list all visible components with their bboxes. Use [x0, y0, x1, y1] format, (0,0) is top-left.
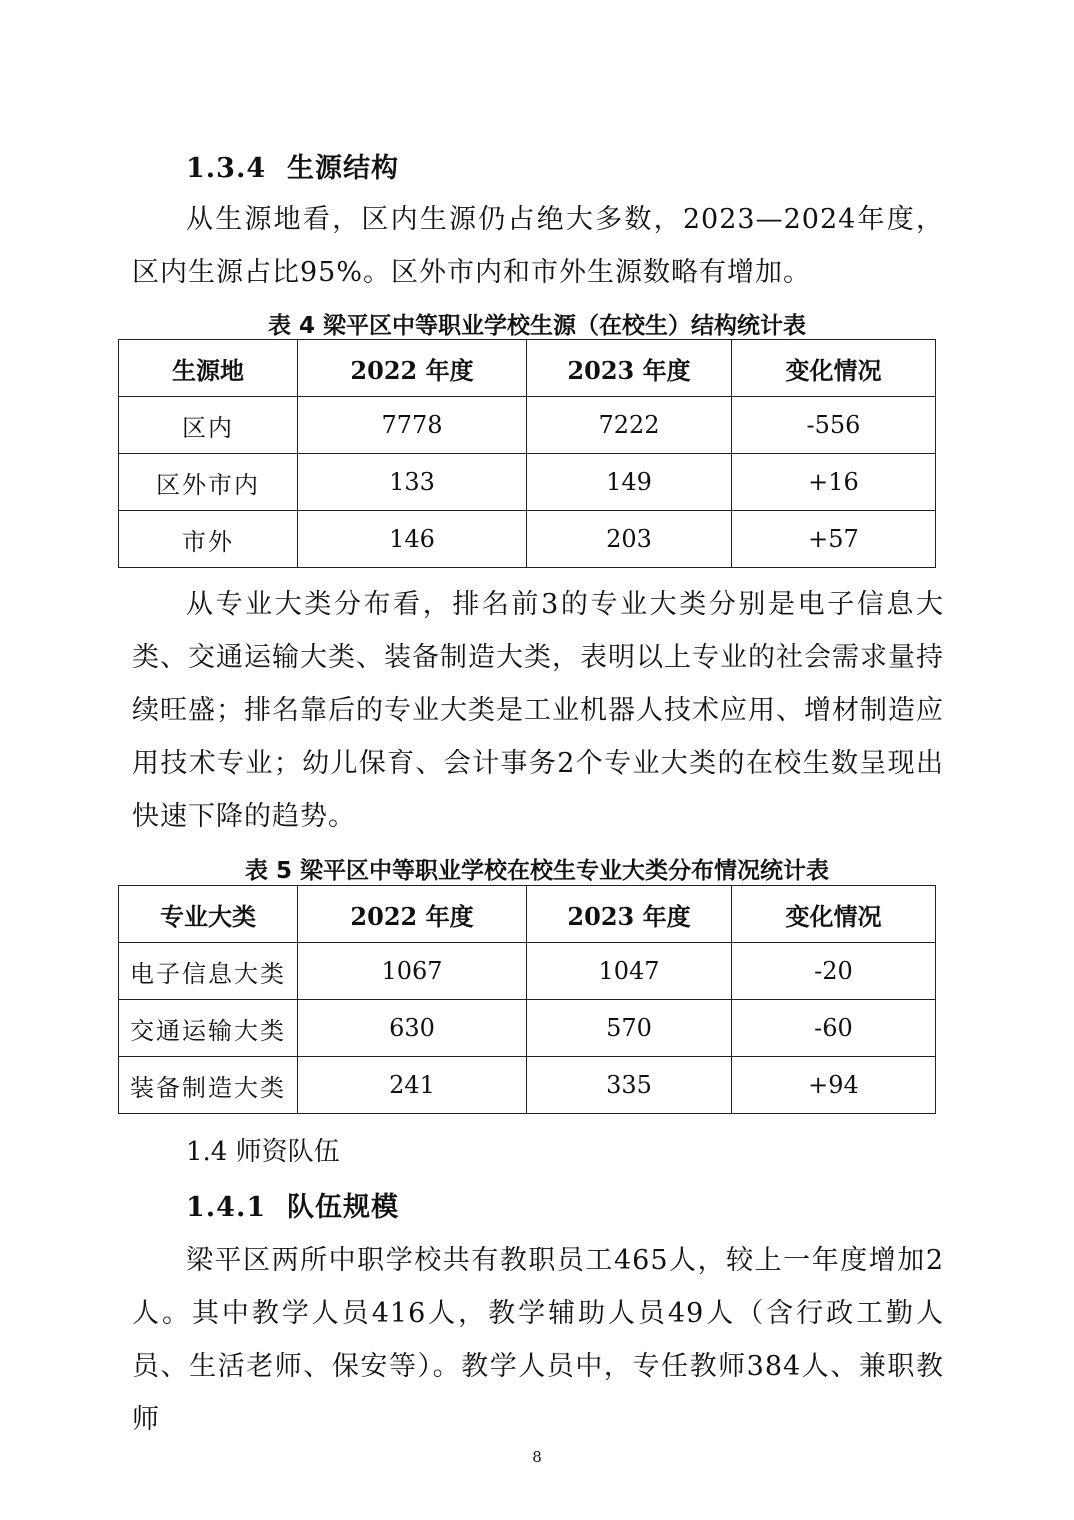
- table-row: [119, 1057, 936, 1114]
- table-cell: 装备制造大类: [119, 1057, 298, 1114]
- table-header-cell: 2023 年度: [527, 340, 732, 397]
- table-cell: +57: [732, 511, 936, 568]
- table-header-row: [119, 340, 936, 397]
- table-cell: +94: [732, 1057, 936, 1114]
- table-row: [119, 1000, 936, 1057]
- table-cell: 区外市内: [119, 454, 298, 511]
- paragraph-staff-scale: 梁平区两所中职学校共有教职员工465人，较上一年度增加2人。其中教学人员416人，教学辅助人员49人（含行政工勤人员、生活老师、保安等）。教学人员中，专任教师384人、兼职教师: [132, 1245, 944, 1435]
- table-cell: 570: [527, 1000, 732, 1057]
- table-cell: 146: [298, 511, 527, 568]
- section-number: 1.3.4: [186, 153, 267, 184]
- table-header-cell: 2022 年度: [298, 340, 527, 397]
- table-row: [119, 511, 936, 568]
- page-number: 8: [532, 1448, 542, 1466]
- table-header-row: [119, 886, 936, 943]
- table-cell: 335: [527, 1057, 732, 1114]
- table-header-cell: 2023 年度: [527, 886, 732, 943]
- table-cell: 149: [527, 454, 732, 511]
- table-row: [119, 397, 936, 454]
- table-header-cell: 专业大类: [119, 886, 298, 943]
- table-cell: 1067: [298, 943, 527, 1000]
- section-heading-1-4-1: [186, 1185, 399, 1224]
- table4-caption: 表 4 梁平区中等职业学校生源（在校生）结构统计表: [267, 313, 807, 339]
- table-cell: 1047: [527, 943, 732, 1000]
- table-cell: 电子信息大类: [119, 943, 298, 1000]
- table-cell: -556: [732, 397, 936, 454]
- table-cell: 7222: [527, 397, 732, 454]
- section-title: 队伍规模: [286, 1192, 399, 1223]
- table4: [118, 339, 936, 568]
- section-heading-1-4: 1.4 师资队伍: [186, 1137, 340, 1167]
- table-cell: 630: [298, 1000, 527, 1057]
- table-cell: -20: [732, 943, 936, 1000]
- table-cell: 241: [298, 1057, 527, 1114]
- section-title: 生源结构: [286, 153, 399, 184]
- table-cell: 203: [527, 511, 732, 568]
- paragraph-major-distribution: 从专业大类分布看，排名前3的专业大类分别是电子信息大类、交通运输大类、装备制造大类，表明以上专业的社会需求量持续旺盛；排名靠后的专业大类是工业机器人技术应用、增材制造应用技术专业；幼儿保育、会计事务2个专业大类的在校生数呈现出快速下降的趋势。: [132, 589, 944, 832]
- table-row: [119, 943, 936, 1000]
- table-header-cell: 变化情况: [732, 340, 936, 397]
- section-heading-1-3-4: [186, 146, 399, 185]
- table-cell: +16: [732, 454, 936, 511]
- table-cell: 交通运输大类: [119, 1000, 298, 1057]
- section-number: 1.4.1: [186, 1192, 267, 1223]
- table-cell: 133: [298, 454, 527, 511]
- table-cell: -60: [732, 1000, 936, 1057]
- table-cell: 市外: [119, 511, 298, 568]
- table-header-cell: 变化情况: [732, 886, 936, 943]
- table5-caption: 表 5 梁平区中等职业学校在校生专业大类分布情况统计表: [244, 858, 830, 884]
- table-row: [119, 454, 936, 511]
- table-cell: 7778: [298, 397, 527, 454]
- paragraph-source-origin: 从生源地看，区内生源仍占绝大多数，2023—2024年度，区内生源占比95%。区外市内和市外生源数略有增加。: [132, 204, 944, 288]
- table-cell: 区内: [119, 397, 298, 454]
- table-header-cell: 生源地: [119, 340, 298, 397]
- table-header-cell: 2022 年度: [298, 886, 527, 943]
- table5: [118, 885, 936, 1114]
